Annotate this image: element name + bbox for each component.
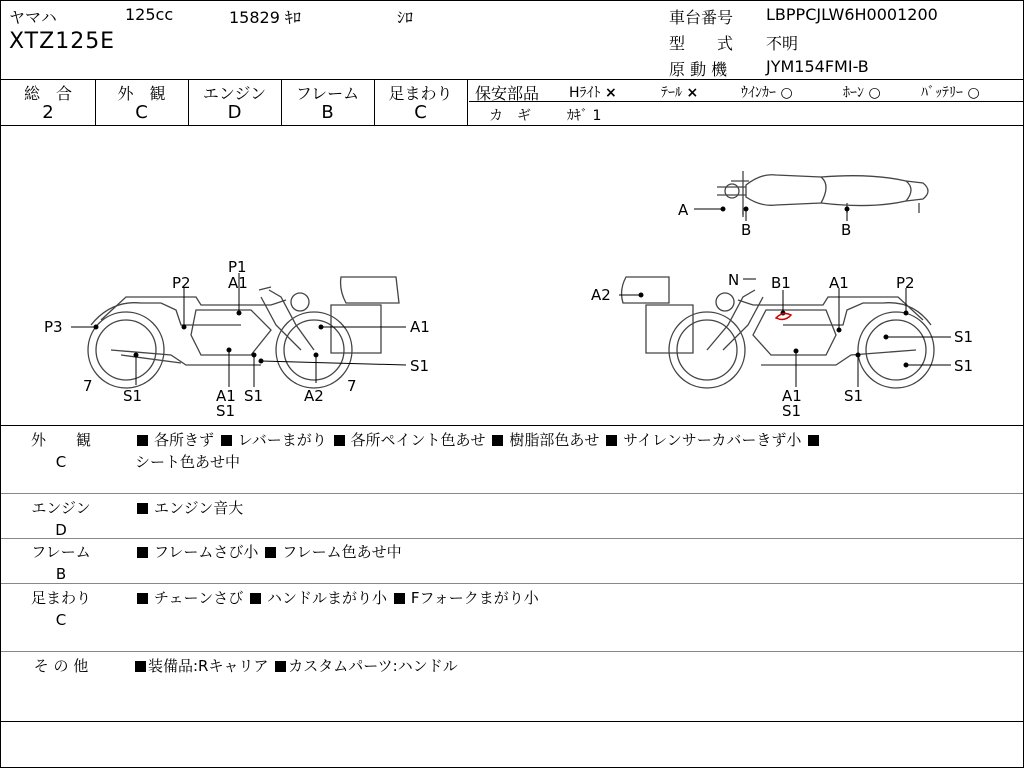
note-label-exterior (21, 429, 101, 473)
diagram-label: A1 (410, 318, 430, 336)
diagram-label: S1 (244, 387, 264, 405)
bullet-square-icon (137, 435, 148, 446)
bullet-square-icon (275, 661, 286, 672)
note-item: フレーム色あせ中 (282, 543, 402, 561)
diagram-label: B (741, 221, 752, 239)
note-grade: C (55, 453, 67, 471)
maker: ヤマハ (9, 8, 57, 27)
diagram-label: N (728, 271, 740, 289)
note-label-suspension (21, 587, 101, 631)
diagram-label: A1 (829, 274, 849, 292)
grade-total-value: 2 (42, 102, 54, 123)
safety-item-name: ﾎｰﾝ (843, 85, 864, 101)
note-item: サイレンサーカバーきず小 (623, 431, 802, 449)
diagram-label: S1 (954, 357, 974, 375)
key-value: ｶｷﾞ 1 (567, 108, 602, 124)
key-label: カ ギ (489, 108, 531, 124)
diagram-label: A (678, 201, 689, 219)
bullet-square-icon (606, 435, 617, 446)
diagram-label: S1 (782, 402, 802, 420)
diagram-label: B (841, 221, 852, 239)
note-item: ハンドルまがり小 (267, 589, 388, 607)
note-grade: D (55, 521, 67, 539)
note-label-engine (21, 497, 101, 541)
note-item: 装備品:Rキャリア (148, 657, 269, 675)
status-circle-icon: ○ (868, 85, 881, 101)
safety-item-headlight (569, 82, 617, 102)
safety-label: 保安部品 (475, 84, 540, 103)
color: ｼﾛ (397, 8, 414, 27)
diagram-label: A2 (304, 387, 324, 405)
bullet-square-icon (137, 547, 148, 558)
status-cross-icon: × (604, 85, 617, 101)
grade-exterior-label: 外 観 (117, 84, 166, 103)
note-label: そ の 他 (33, 657, 89, 675)
type-label: 型 式 (669, 34, 734, 53)
bullet-square-icon (221, 435, 232, 446)
diagram-label: S1 (844, 387, 864, 405)
note-label-frame (21, 541, 101, 585)
note-item: Fフォークまがり小 (410, 589, 539, 607)
diagram-label: P2 (172, 274, 191, 292)
bullet-square-icon (808, 435, 819, 446)
note-item: エンジン音大 (154, 499, 244, 517)
note-text-exterior (135, 429, 825, 473)
diagram-label: P3 (44, 318, 63, 336)
diagram-label: S1 (216, 402, 236, 420)
note-text-other (135, 655, 458, 677)
diagram-label: P2 (896, 274, 915, 292)
frame-no-label: 車台番号 (669, 8, 734, 27)
model-name: XTZ125E (9, 29, 116, 54)
safety-item-name: ﾊﾞｯﾃﾘｰ (921, 85, 963, 101)
note-label: 外 観 (30, 431, 91, 449)
damage-diagram (1, 125, 1023, 425)
note-grade: C (55, 611, 67, 629)
damage-mark-icon (776, 314, 791, 320)
note-item: 各所ペイント色あせ (350, 431, 486, 449)
safety-item-name: ﾃｰﾙ (661, 85, 682, 101)
status-circle-icon: ○ (780, 85, 793, 101)
divider (1, 721, 1023, 722)
note-label: 足まわり (30, 589, 91, 607)
grade-suspension-value: C (414, 102, 427, 123)
note-text-engine (135, 497, 243, 519)
type-value: 不明 (766, 34, 799, 53)
bullet-square-icon (137, 503, 148, 514)
divider (467, 79, 468, 125)
diagram-label: P1 (228, 258, 247, 276)
diagram-label: 7 (83, 377, 93, 395)
note-text-frame (135, 541, 402, 563)
note-label-other (21, 655, 101, 677)
status-circle-icon: ○ (967, 85, 980, 101)
bullet-square-icon (492, 435, 503, 446)
diagram-label: A1 (216, 387, 236, 405)
note-item: カスタムパーツ:ハンドル (288, 657, 458, 675)
grade-engine-value: D (227, 102, 242, 123)
note-grade: B (55, 565, 67, 583)
divider (1, 425, 1023, 426)
engine-value: JYM154FMI-B (766, 57, 869, 76)
divider (1, 79, 1023, 80)
diagram-label: S1 (123, 387, 143, 405)
bullet-square-icon (334, 435, 345, 446)
diagram-label: B1 (771, 274, 791, 292)
bullet-square-icon (137, 593, 148, 604)
safety-item-name: Hﾗｲﾄ (569, 85, 601, 101)
displacement: 125cc (125, 5, 174, 24)
divider (1, 493, 1023, 494)
safety-item-battery (921, 82, 980, 102)
diagram-label: S1 (410, 357, 430, 375)
diagram-label: A1 (782, 387, 802, 405)
note-label: フレーム (31, 543, 91, 561)
grade-suspension-label: 足まわり (388, 84, 453, 103)
diagram-label: S1 (954, 328, 974, 346)
safety-item-horn (843, 82, 881, 102)
safety-item-winker (741, 82, 793, 102)
safety-item-name: ｳｲﾝｶｰ (741, 85, 776, 101)
grade-total-label: 総 合 (23, 84, 72, 103)
engine-label: 原 動 機 (669, 60, 728, 79)
note-text-suspension (135, 587, 539, 609)
divider (1, 538, 1023, 539)
grade-frame-label: フレーム (295, 84, 360, 103)
note-item: シート色あせ中 (135, 453, 241, 471)
divider (1, 583, 1023, 584)
diagram-label: A1 (228, 274, 248, 292)
bullet-square-icon (250, 593, 261, 604)
bullet-square-icon (394, 593, 405, 604)
grade-frame-value: B (321, 102, 334, 123)
diagram-label: 7 (347, 377, 357, 395)
bullet-square-icon (265, 547, 276, 558)
mileage: 15829 ｷﾛ (229, 8, 301, 27)
status-cross-icon: × (686, 85, 699, 101)
divider (1, 651, 1023, 652)
note-label: エンジン (31, 499, 91, 517)
note-item: 各所きず (154, 431, 215, 449)
frame-no: LBPPCJLW6H0001200 (766, 5, 938, 24)
diagram-label: A2 (591, 286, 611, 304)
note-item: フレームさび小 (154, 543, 259, 561)
note-item: レバーまがり (237, 431, 327, 449)
grade-exterior-value: C (135, 102, 148, 123)
note-item: チェーンさび (154, 589, 244, 607)
note-item: 樹脂部色あせ (509, 431, 600, 449)
bullet-square-icon (135, 661, 146, 672)
grade-engine-label: エンジン (202, 84, 267, 103)
safety-item-tail (661, 82, 698, 102)
